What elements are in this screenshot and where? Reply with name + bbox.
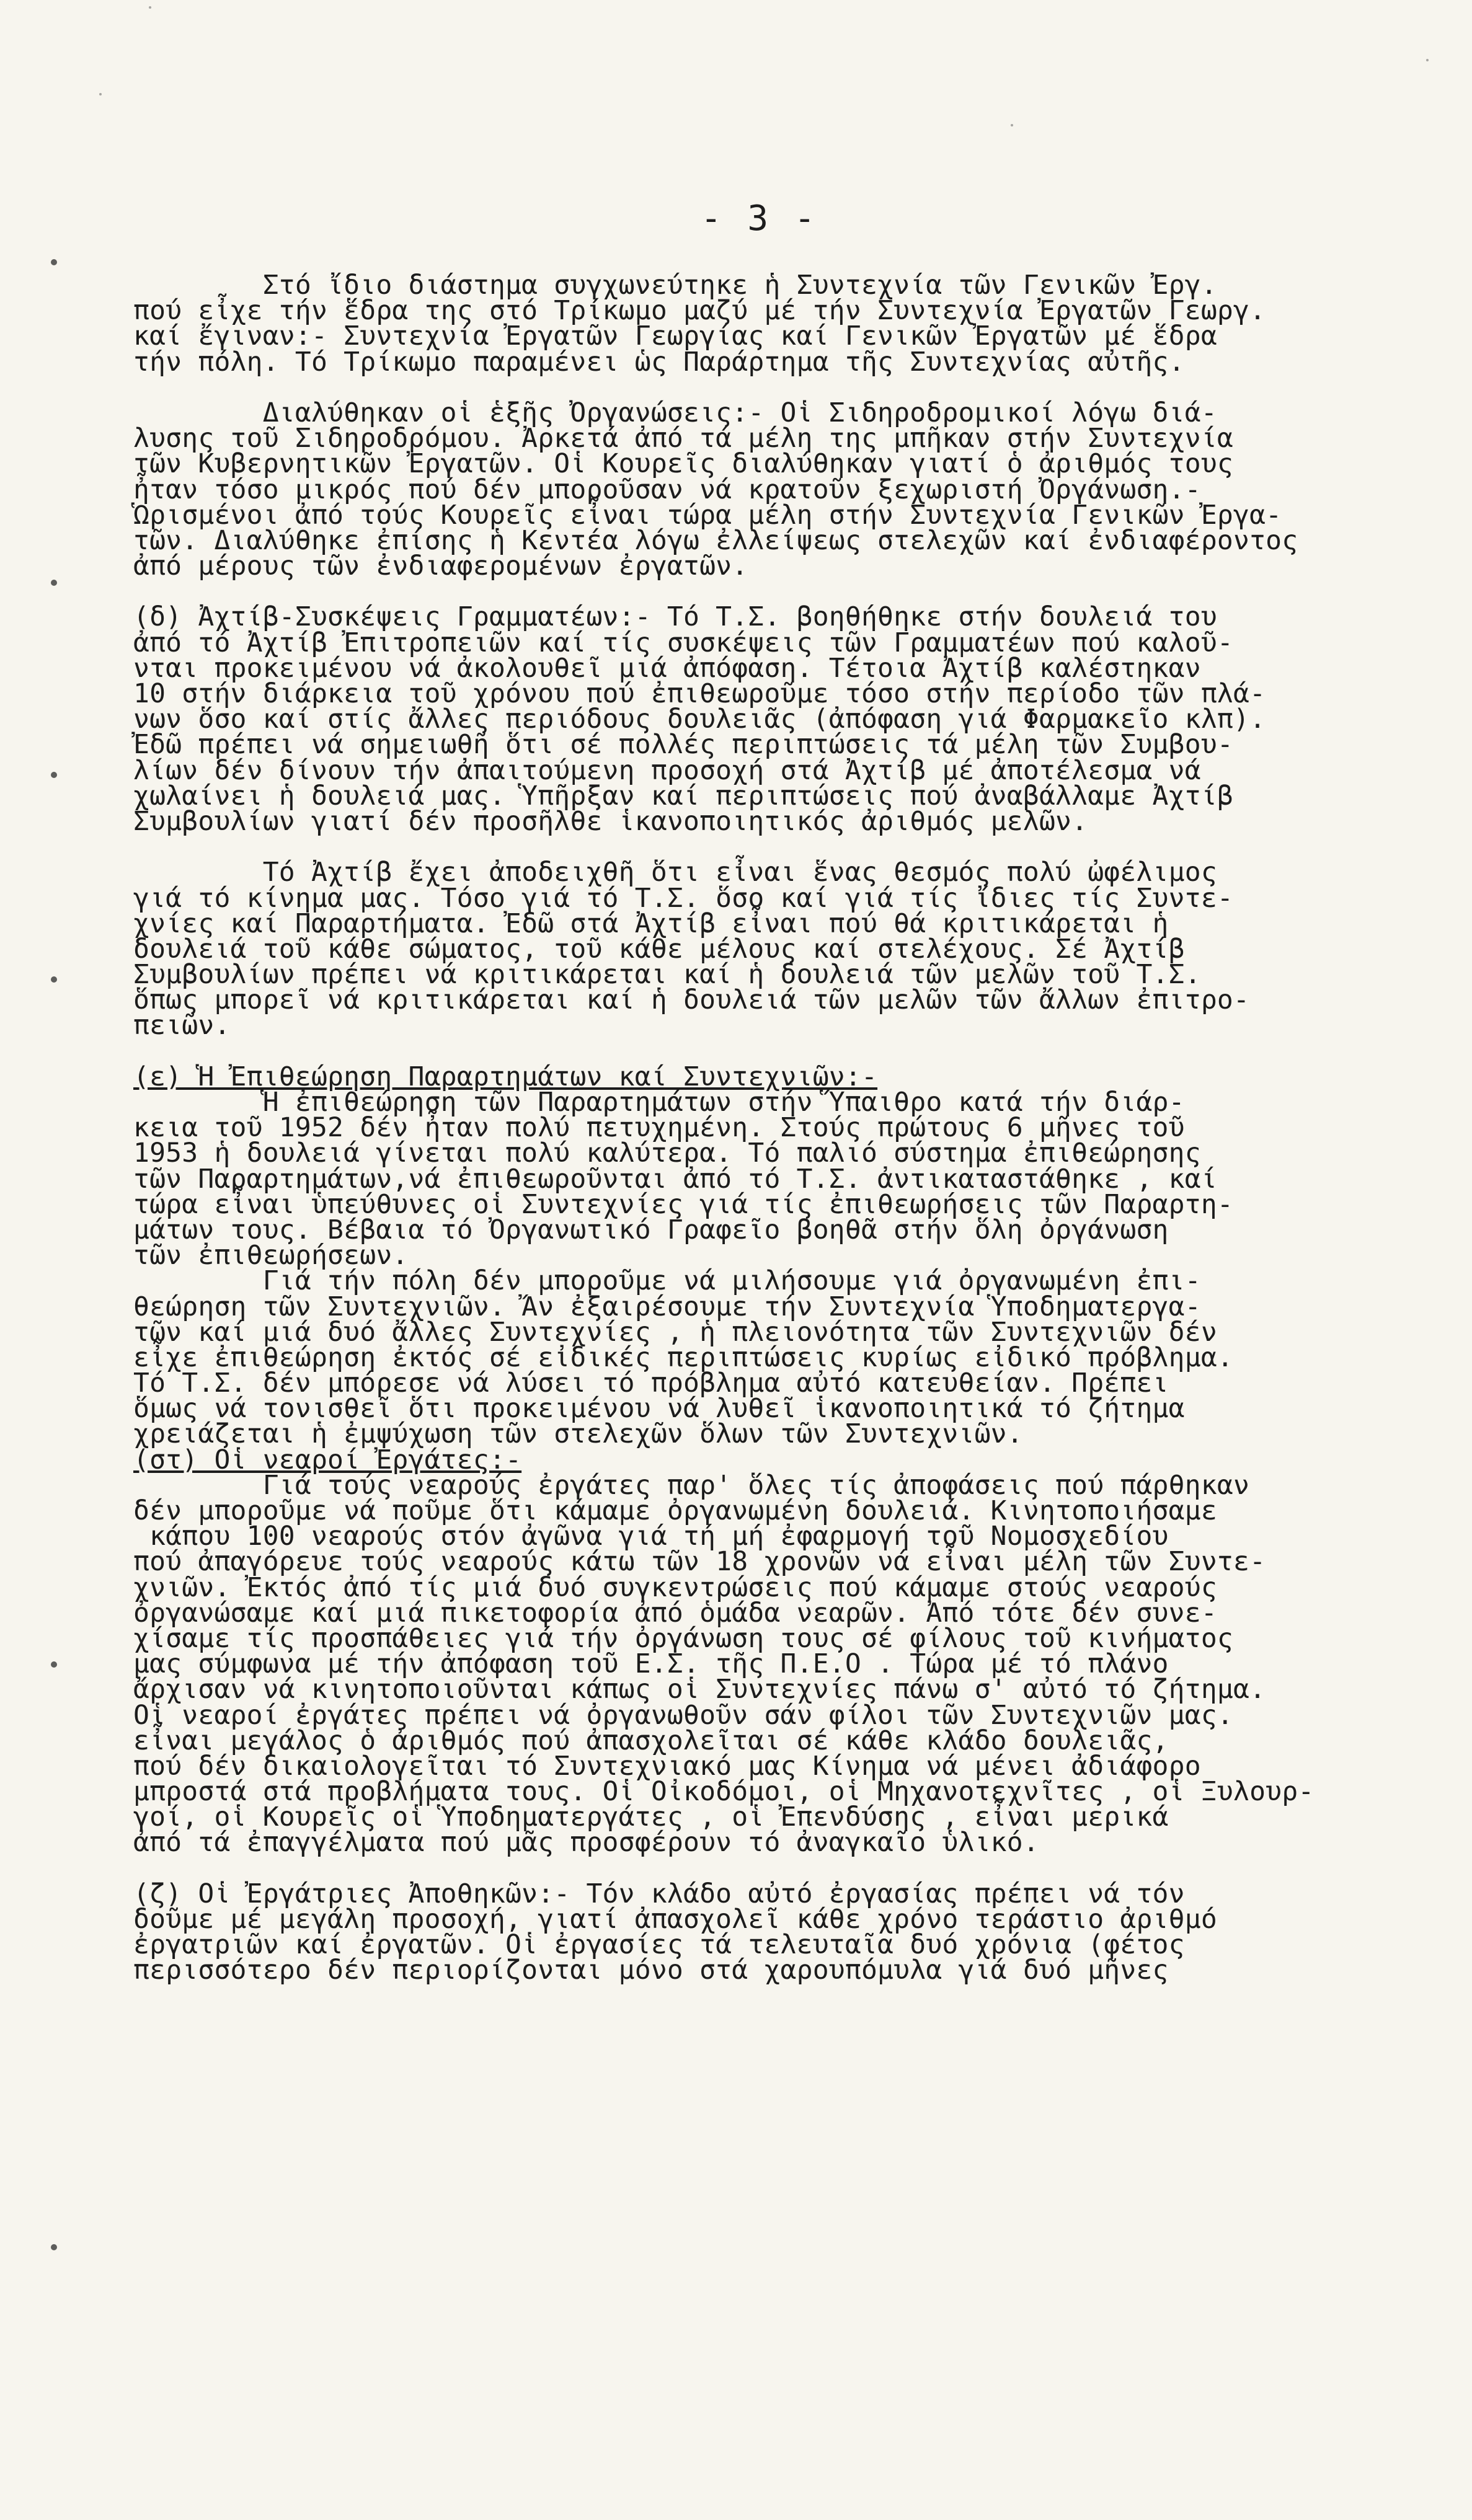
text-line: Ἡ ἐπιθεώρηση τῶν Παραρτημάτων στήν Ὕπαιθρο κατά τήν διάρ- xyxy=(133,1087,1185,1118)
text-line: θεώρηση τῶν Συντεχνιῶν. Ἄν ἐξαιρέσουμε τήν Συντεχνία Ὑποδηματεργα- xyxy=(133,1291,1201,1322)
text-line: πειῶν. xyxy=(133,1010,231,1041)
margin-mark xyxy=(51,1661,57,1668)
scan-speck xyxy=(99,93,102,95)
text-line: τῶν ἐπιθεωρήσεων. xyxy=(133,1240,409,1271)
text-line: νων ὅσο καί στίς ἄλλες περιόδους δουλειᾶς (ἀπόφαση γιά Φαρμακεῖο κλπ). xyxy=(133,704,1266,735)
text-line: Ἐδῶ πρέπει νά σημειωθῆ ὅτι σέ πολλές περιπτώσεις τά μέλη τῶν Συμβου- xyxy=(133,729,1233,761)
text-line: Ὡρισμένοι ἀπό τούς Κουρεῖς εἶναι τώρα μέλη στήν Συντεχνία Γενικῶν Ἐργα- xyxy=(133,499,1282,531)
text-line: χρειάζεται ἡ ἐμψύχωση τῶν στελεχῶν ὅλων τῶν Συντεχνιῶν. xyxy=(133,1418,1023,1450)
blank-line xyxy=(133,1039,1423,1064)
text-line: Τό Ἀχτίβ ἔχει ἀποδειχθῆ ὅτι εἶναι ἕνας θεσμός πολύ ὠφέλιμος xyxy=(133,857,1217,888)
text-line: κεια τοῦ 1952 δέν ἦταν πολύ πετυχημένη. Στούς πρώτους 6 μῆνες τοῦ xyxy=(133,1112,1185,1144)
text-line: ἀπό τά ἐπαγγέλματα πού μᾶς προσφέρουν τό ἀναγκαῖο ὑλικό. xyxy=(133,1827,1039,1859)
text-line: δοῦμε μέ μεγάλη προσοχή, γιατί ἀπασχολεῖ κάθε χρόνο τεράστιο ἀριθμό xyxy=(133,1904,1217,1935)
section-heading-st-young-workers: (στ) Οἱ νεαροί Ἐργάτες:- xyxy=(133,1444,522,1475)
text-line: λυσης τοῦ Σιδηροδρόμου. Ἀρκετά ἀπό τά μέλη της μπῆκαν στήν Συντεχνία xyxy=(133,423,1233,454)
text-line: ὅμως νά τονισθεῖ ὅτι προκειμένου νά λυθεῖ ἱκανοποιητικά τό ζήτημα xyxy=(133,1393,1185,1425)
text-line: Γιά τούς νεαρούς ἐργάτες παρ' ὅλες τίς ἀποφάσεις πού πάρθηκαν xyxy=(133,1469,1250,1501)
text-line: χίσαμε τίς προσπάθειες γιά τήν ὀργάνωση τους σέ φίλους τοῦ κινήματος xyxy=(133,1622,1233,1654)
text-line: μπροστά στά προβλήματα τους. Οἱ Οἰκοδόμοι, οἱ Μηχανοτεχνῖτες , οἱ Ξυλουρ- xyxy=(133,1776,1315,1808)
page-number: - 3 - xyxy=(701,198,818,239)
text-line: Γιά τήν πόλη δέν μποροῦμε νά μιλήσουμε γιά ὀργανωμένη ἐπι- xyxy=(133,1265,1201,1297)
text-line: ἐργατριῶν καί ἐργατῶν. Οἱ ἐργασίες τά τελευταῖα δυό χρόνια (φέτος xyxy=(133,1929,1185,1961)
text-line: εἶναι μεγάλος ὁ ἀριθμός πού ἀπασχολεῖται σέ κάθε κλάδο δουλειᾶς, xyxy=(133,1725,1169,1756)
margin-mark xyxy=(51,259,57,265)
text-line: πού δέν δικαιολογεῖται τό Συντεχνιακό μας Κίνημα νά μένει ἀδιάφορο xyxy=(133,1750,1201,1782)
text-line: ἦταν τόσο μικρός πού δέν μποροῦσαν νά κρατοῦν ξεχωριστή Ὀργάνωση.- xyxy=(133,474,1201,505)
text-line: τῶν. Διαλύθηκε ἐπίσης ἡ Κεντέα λόγω ἐλλείψεως στελεχῶν καί ἐνδιαφέροντος xyxy=(133,524,1298,556)
text-line: γιά τό κίνημα μας. Τόσο γιά τό Τ.Σ. ὅσο καί γιά τίς ἴδιες τίς Συντε- xyxy=(133,882,1233,914)
text-line: δέν μποροῦμε νά ποῦμε ὅτι κάμαμε ὀργανωμένη δουλειά. Κινητοποιήσαμε xyxy=(133,1495,1217,1526)
text-line: 1953 ἡ δουλειά γίνεται πολύ καλύτερα. Τό παλιό σύστημα ἐπιθεώρησης xyxy=(133,1138,1201,1169)
text-line: καί ἔγιναν:- Συντεχνία Ἐργατῶν Γεωργίας καί Γενικῶν Ἐργατῶν μέ ἕδρα xyxy=(133,321,1217,352)
text-line: μάτων τους. Βέβαια τό Ὀργανωτικό Γραφεῖο βοηθᾶ στήν ὅλη ὀργάνωση xyxy=(133,1214,1169,1245)
text-line: περισσότερο δέν περιορίζονται μόνο στά χαρουπόμυλα γιά δυό μῆνες xyxy=(133,1955,1169,1986)
text-line: Τό Τ.Σ. δέν μπόρεσε νά λύσει τό πρόβλημα αὐτό κατευθείαν. Πρέπει xyxy=(133,1368,1169,1399)
blank-line xyxy=(133,375,1423,400)
blank-line xyxy=(133,579,1423,604)
text-line: χνίες καί Παραρτήματα. Ἐδῶ στά Ἀχτίβ εἶναι πού θά κριτικάρεται ἡ xyxy=(133,908,1169,939)
text-line: ἄρχισαν νά κινητοποιοῦνται κάπως οἱ Συντεχνίες πάνω σ' αὐτό τό ζήτημα. xyxy=(133,1674,1266,1705)
section-heading-dissolved-organizations: Διαλύθηκαν οἱ ἑξῆς Ὀργανώσεις:- Οἱ Σιδηροδρομικοί λόγω διά- xyxy=(133,397,1217,428)
text-line: χνιῶν. Ἐκτός ἀπό τίς μιά δυό συγκεντρώσεις πού κάμαμε στούς νεαρούς xyxy=(133,1572,1217,1603)
text-line: ὅπως μπορεῖ νά κριτικάρεται καί ἡ δουλειά τῶν μελῶν τῶν ἄλλων ἐπιτρο- xyxy=(133,984,1250,1016)
blank-line xyxy=(133,1856,1423,1881)
text-line: Στό ἴδιο διάστημα συγχωνεύτηκε ἡ Συντεχνία τῶν Γενικῶν Ἐργ. xyxy=(133,270,1217,301)
text-line: Συμβουλίων πρέπει νά κριτικάρεται καί ἡ δουλειά τῶν μελῶν τοῦ Τ.Σ. xyxy=(133,959,1201,991)
section-heading-e-inspection: (ε) Ἡ Ἐπιθεώρηση Παραρτημάτων καί Συντεχνιῶν:- xyxy=(133,1061,878,1092)
scan-speck xyxy=(1011,124,1013,126)
text-line: πού εἶχε τήν ἕδρα της στό Τρίκωμο μαζύ μέ τήν Συντεχνία Ἐργατῶν Γεωργ. xyxy=(133,295,1266,327)
margin-mark xyxy=(51,976,57,983)
margin-mark xyxy=(51,772,57,778)
text-line: 10 στήν διάρκεια τοῦ χρόνου πού ἐπιθεωροῦμε τόσο στήν περίοδο τῶν πλά- xyxy=(133,678,1266,709)
scan-speck xyxy=(149,6,151,9)
text-line: τῶν καί μιά δυό ἄλλες Συντεχνίες , ἡ πλειονότητα τῶν Συντεχνιῶν δέν xyxy=(133,1316,1217,1348)
text-line: κάπου 100 νεαρούς στόν ἀγῶνα γιά τή μή ἐφαρμογή τοῦ Νομοσχεδίου xyxy=(133,1521,1169,1552)
text-line: ἀπό μέρους τῶν ἐνδιαφερομένων ἐργατῶν. xyxy=(133,550,748,582)
text-line: πού ἀπαγόρευε τούς νεαρούς κάτω τῶν 18 χρονῶν νά εἶναι μέλη τῶν Συντε- xyxy=(133,1546,1266,1578)
text-line: δουλειά τοῦ κάθε σώματος, τοῦ κάθε μέλους καί στελέχους. Σέ Ἀχτίβ xyxy=(133,933,1185,965)
text-line: Οἱ νεαροί ἐργάτες πρέπει νά ὀργανωθοῦν σάν φίλοι τῶν Συντεχνιῶν μας. xyxy=(133,1699,1233,1731)
text-line: τῶν Παραρτημάτων,νά ἐπιθεωροῦνται ἀπό τό Τ.Σ. ἀντικαταστάθηκε , καί xyxy=(133,1163,1217,1195)
text-line: μας σύμφωνα μέ τήν ἀπόφαση τοῦ Ε.Σ. τῆς Π.Ε.Ο . Τώρα μέ τό πλάνο xyxy=(133,1648,1169,1680)
text-line: Συμβουλίων γιατί δέν προσῆλθε ἱκανοποιητικός ἀριθμός μελῶν. xyxy=(133,805,1088,837)
text-line: λίων δέν δίνουν τήν ἀπαιτούμενη προσοχή στά Ἀχτίβ μέ ἀποτέλεσμα νά xyxy=(133,754,1201,786)
scan-speck xyxy=(1426,59,1429,61)
text-line: χωλαίνει ἡ δουλειά μας. Ὑπῆρξαν καί περιπτώσεις πού ἀναβάλλαμε Ἀχτίβ xyxy=(133,780,1233,811)
text-line: τῶν Κυβερνητικῶν Ἐργατῶν. Οἱ Κουρεῖς διαλύθηκαν γιατί ὁ ἀριθμός τους xyxy=(133,448,1233,480)
text-line: γοί, οἱ Κουρεῖς οἱ Ὑποδηματεργάτες , οἱ Ἐπενδύσης , εἶναι μερικά xyxy=(133,1802,1169,1833)
text-line: ἀπό τό Ἀχτίβ Ἐπιτροπειῶν καί τίς συσκέψεις τῶν Γραμματέων πού καλοῦ- xyxy=(133,627,1233,658)
section-heading-d-aktiv: (δ) Ἀχτίβ-Συσκέψεις Γραμματέων:- Τό Τ.Σ. βοηθήθηκε στήν δουλειά του xyxy=(133,601,1217,633)
text-line: νται προκειμένου νά ἀκολουθεῖ μιά ἀπόφαση. Τέτοια Ἀχτίβ καλέστηκαν xyxy=(133,652,1201,684)
margin-mark xyxy=(51,580,57,586)
text-line: ὀργανώσαμε καί μιά πικετοφορία ἀπό ὁμάδα νεαρῶν. Ἀπό τότε δέν συνε- xyxy=(133,1597,1217,1629)
text-line: τήν πόλη. Τό Τρίκωμο παραμένει ὡς Παράρτημα τῆς Συντεχνίας αὐτῆς. xyxy=(133,346,1185,378)
typewritten-text-body xyxy=(133,270,1423,1986)
text-line: εἶχε ἐπιθεώρηση ἐκτός σέ εἰδικές περιπτώσεις κυρίως εἰδικό πρόβλημα. xyxy=(133,1342,1233,1373)
text-line: τώρα εἶναι ὑπεύθυνες οἱ Συντεχνίες γιά τίς ἐπιθεωρήσεις τῶν Παραρτη- xyxy=(133,1188,1233,1220)
section-heading-z-warehouse-workers: (ζ) Οἱ Ἐργάτριες Ἀποθηκῶν:- Τόν κλάδο αὐτό ἐργασίας πρέπει νά τόν xyxy=(133,1878,1185,1909)
margin-mark xyxy=(51,2244,57,2250)
